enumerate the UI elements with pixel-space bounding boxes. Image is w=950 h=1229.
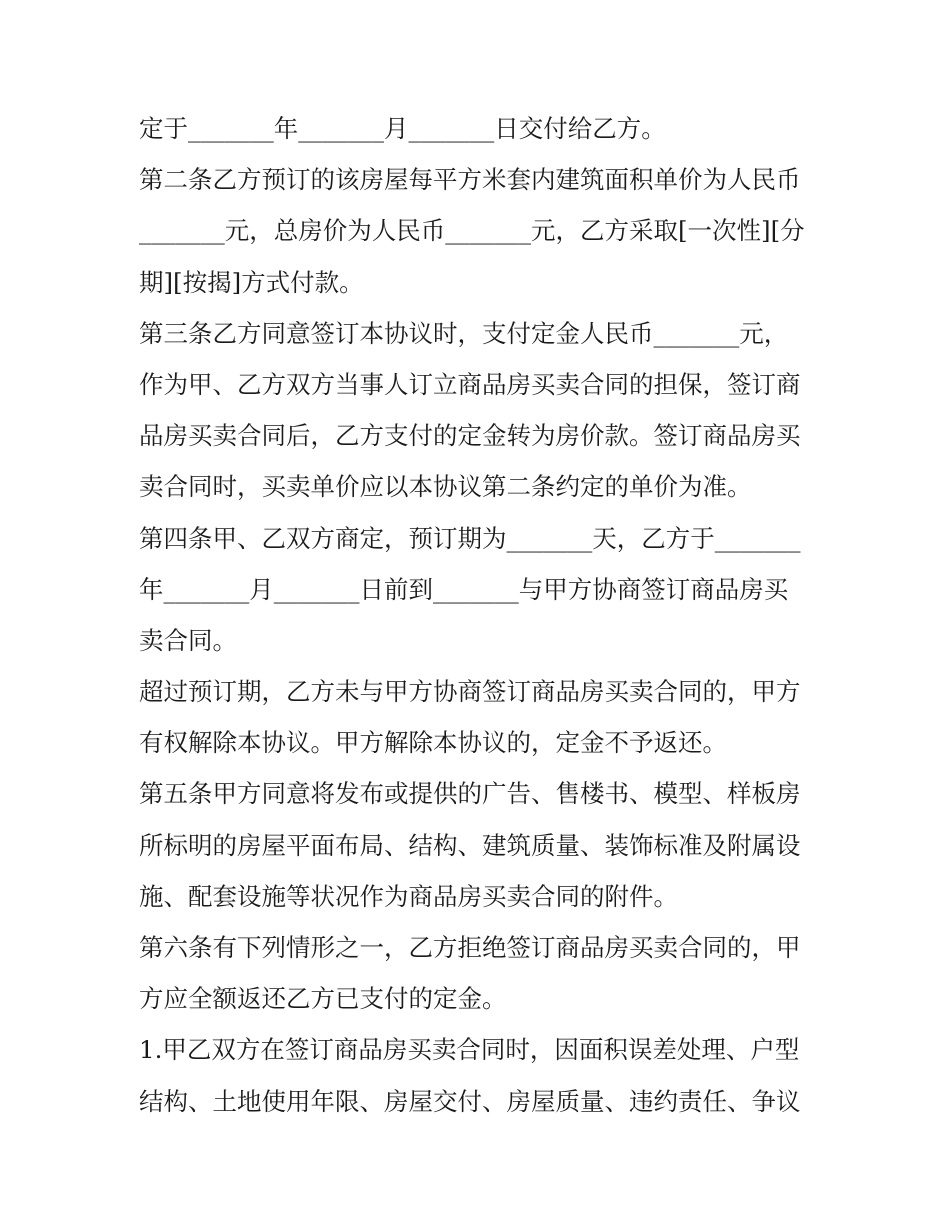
text-line: 1.甲乙双方在签订商品房买卖合同时，因面积误差处理、户型 <box>139 1035 800 1065</box>
text-line: 施、配套设施等状况作为商品房买卖合同的附件。 <box>139 881 678 911</box>
text-line: 所标明的房屋平面布局、结构、建筑质量、装饰标准及附属设 <box>139 830 801 860</box>
text-line: 超过预订期，乙方未与甲方协商签订商品房买卖合同的，甲方 <box>139 677 801 707</box>
text-line: 方应全额返还乙方已支付的定金。 <box>139 984 507 1014</box>
text-line: _______元，总房价为人民币_______元，乙方采取[一次性][分 <box>139 216 805 246</box>
text-line: 卖合同。 <box>139 625 237 655</box>
document-body <box>139 103 819 1127</box>
text-line: 年_______月_______日前到_______与甲方协商签订商品房买 <box>139 574 789 604</box>
text-line: 作为甲、乙方双方当事人订立商品房买卖合同的担保，签订商 <box>139 369 801 399</box>
text-line: 有权解除本协议。甲方解除本协议的，定金不予返还。 <box>139 728 727 758</box>
text-line: 期][按揭]方式付款。 <box>139 267 364 297</box>
text-line: 第六条有下列情形之一，乙方拒绝签订商品房买卖合同的，甲 <box>139 933 801 962</box>
text-line: 卖合同时，买卖单价应以本协议第二条约定的单价为准。 <box>139 472 752 502</box>
text-line: 第四条甲、乙双方商定，预订期为_______天，乙方于_______ <box>139 523 801 553</box>
text-line: 第三条乙方同意签订本协议时，支付定金人民币_______元， <box>139 318 789 348</box>
text-line: 第五条甲方同意将发布或提供的广告、售楼书、模型、样板房 <box>139 779 801 809</box>
text-line: 第二条乙方预订的该房屋每平方米套内建筑面积单价为人民币 <box>139 165 801 195</box>
text-line: 定于_______年_______月_______日交付给乙方。 <box>139 114 666 143</box>
text-line: 品房买卖合同后，乙方支付的定金转为房价款。签订商品房买 <box>139 421 801 451</box>
text-line: 结构、土地使用年限、房屋交付、房屋质量、违约责任、争议 <box>139 1086 801 1116</box>
